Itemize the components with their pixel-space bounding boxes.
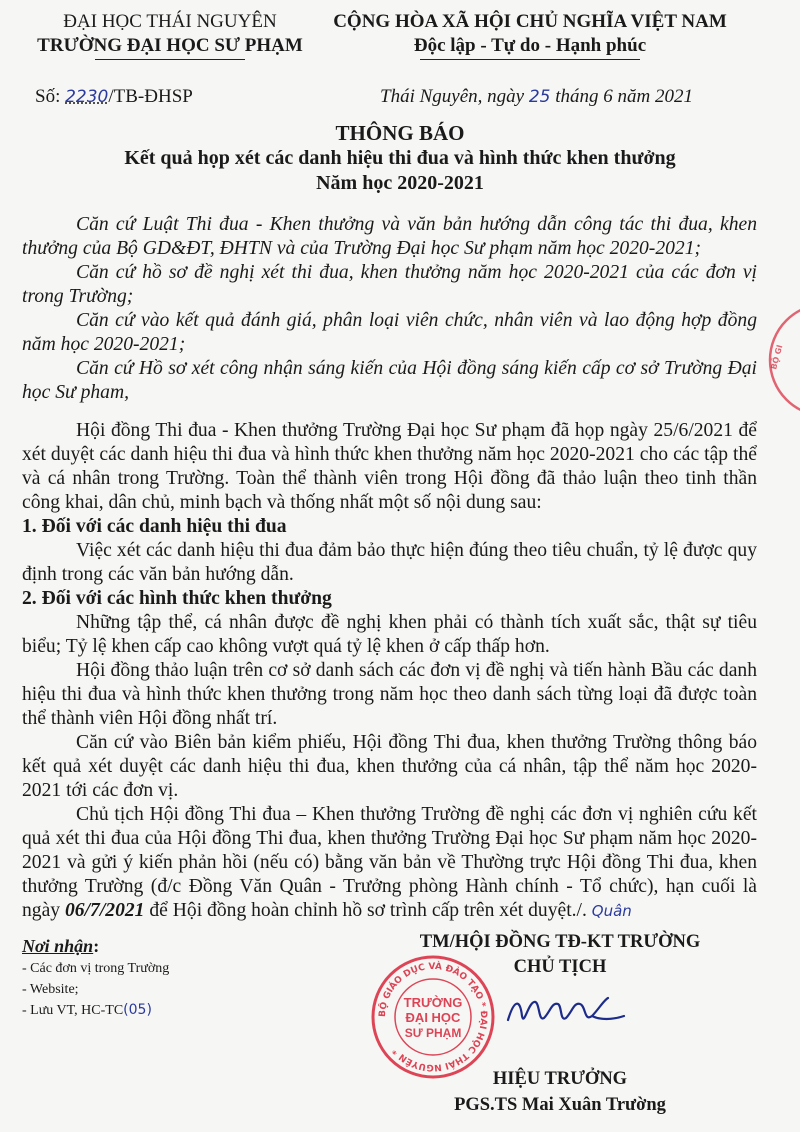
doc-no-handwritten: 2230 — [65, 87, 109, 107]
title-block — [20, 121, 780, 196]
recipients-heading: Nơi nhận — [22, 936, 94, 956]
date-line — [380, 86, 693, 108]
recipients-heading-line — [22, 934, 322, 958]
nation-line-1: CỘNG HÒA XÃ HỘI CHỦ NGHĨA VIỆT NAM — [333, 11, 727, 32]
signatory-name: PGS.TS Mai Xuân Trường — [454, 1095, 666, 1115]
section-2-heading: 2. Đối với các hình thức khen thưởng — [22, 588, 332, 609]
date-prefix: Thái Nguyên, ngày — [380, 86, 529, 107]
recipient-item: - Các đơn vị trong Trường — [22, 961, 170, 976]
org-underline — [95, 59, 245, 60]
document-subtitle: Kết quả họp xét các danh hiệu thi đua và hình thức khen thưởng — [124, 147, 676, 169]
seal-center-line-3: SƯ PHẠM — [404, 1026, 462, 1040]
org-line-1: ĐẠI HỌC THÁI NGUYÊN — [63, 11, 277, 32]
section-2-paragraph-3: Căn cứ vào Biên bản kiểm phiếu, Hội đồng Thi đua, khen thưởng Trường thông báo kết quả xét duyệt các danh hiệu thi đua, khen thưởng của cá nhân, tập thể năm học 2020-2021 tới các đơn vị. — [22, 732, 757, 801]
document-title: THÔNG BÁO — [335, 121, 465, 145]
copies-handwritten: (05) — [123, 1002, 152, 1018]
date-suffix: tháng 6 năm 2021 — [550, 86, 693, 107]
handwritten-signature — [500, 990, 630, 1035]
recipients-list — [22, 958, 322, 1021]
section-1-heading: 1. Đối với các danh hiệu thi đua — [22, 516, 287, 537]
ground-2: Căn cứ hồ sơ đề nghị xét thi đua, khen thưởng năm học 2020-2021 của các đơn vị trong Trường; — [22, 262, 757, 307]
closing-text-after: để Hội đồng hoàn chỉnh hồ sơ trình cấp trên xét duyệt./. — [144, 900, 587, 921]
intro-paragraph: Hội đồng Thi đua - Khen thưởng Trường Đại học Sư phạm đã họp ngày 25/6/2021 để xét duyệt các danh hiệu thi đua và hình thức khen thưởng năm học 2020-2021 cho các tập thể và cá nhân trong Trường. Toàn thể thành viên trong Hội đồng đã thảo luận theo tinh thần công khai, dân chủ, minh bạch và thống nhất một số nội dung sau: — [22, 420, 757, 513]
date-day-handwritten: 25 — [528, 87, 551, 107]
section-2-paragraph-2: Hội đồng thảo luận trên cơ sở danh sách các đơn vị đề nghị và tiến hành Bầu các danh hiệu thi đua và hình thức khen thưởng trong năm học theo danh sách từng loại đã được toàn thể thành viên Hội đồng nhất trí. — [22, 660, 757, 729]
recipient-item: - Website; — [22, 982, 79, 997]
document-year: Năm học 2020-2021 — [316, 172, 484, 194]
section-1-text: Việc xét các danh hiệu thi đua đảm bảo thực hiện đúng theo tiêu chuẩn, tỷ lệ được quy định trong các văn bản hướng dẫn. — [22, 540, 757, 585]
deadline-date: 06/7/2021 — [65, 900, 145, 921]
handwritten-initials: Quân — [591, 902, 632, 920]
section-2-paragraph-1: Những tập thể, cá nhân được đề nghị khen phải có thành tích xuất sắc, thật sự tiêu biểu; Tỷ lệ khen cấp cao không vượt quá tỷ lệ khen ở cấp thấp hơn. — [22, 612, 757, 657]
signatory-capacity: TM/HỘI ĐỒNG TĐ-KT TRƯỜNG — [419, 932, 701, 952]
ground-1: Căn cứ Luật Thi đua - Khen thưởng và văn bản hướng dẫn công tác thi đua, khen thưởng của Bộ GD&ĐT, ĐHTN và của Trường Đại học Sư phạm năm học 2020-2021; — [22, 214, 757, 259]
edge-seal-text: BỘ GI — [769, 343, 785, 371]
org-line-2: TRƯỜNG ĐẠI HỌC SƯ PHẠM — [37, 35, 303, 56]
red-seal-stamp — [368, 952, 498, 1082]
recipient-item — [22, 1000, 322, 1021]
edge-seal-fragment — [766, 300, 800, 420]
closing-text: Chủ tịch Hội đồng Thi đua – Khen thưởng Trường đề nghị các đơn vị nghiên cứu kết quả xét thi đua của Hội đồng Thi đua, khen thưởng Trường Đại học Sư phạm năm học 2020-2021 và gửi ý kiến phản hồi (nếu có) bằng văn bản về Thường trực Hội đồng Thi đua, khen thưởng Trường (đ/c Đồng Văn Quân - Trưởng phòng Hành chính - Tổ chức), hạn cuối là ngày — [22, 804, 757, 921]
closing-paragraph — [22, 803, 757, 923]
document-body — [22, 213, 757, 923]
signatory-title: HIỆU TRƯỞNG — [492, 1069, 628, 1089]
doc-no-suffix: /TB-ĐHSP — [108, 86, 193, 107]
doc-no-prefix: Số: — [35, 86, 66, 107]
seal-ring-text-path: BỘ GIÁO DỤC VÀ ĐÀO TẠO * ĐẠI HỌC THÁI NGUYÊN * — [377, 961, 489, 1073]
national-motto — [310, 10, 750, 60]
motto-underline — [420, 59, 640, 60]
issuing-organization — [20, 10, 320, 60]
nation-line-2: Độc lập - Tự do - Hạnh phúc — [413, 35, 647, 56]
seal-center-line-1: TRƯỜNG — [403, 995, 463, 1010]
ground-4: Căn cứ Hồ sơ xét công nhận sáng kiến của Hội đồng sáng kiến cấp cơ sở Trường Đại học Sư pham, — [22, 358, 757, 403]
document-number — [35, 86, 193, 108]
recipients-block — [22, 934, 322, 1021]
ground-3: Căn cứ vào kết quả đánh giá, phân loại viên chức, nhân viên và lao động hợp đồng năm học 2020-2021; — [22, 310, 757, 355]
signatory-role: CHỦ TỊCH — [513, 957, 607, 977]
recipients-heading-colon: : — [93, 936, 100, 956]
signatory-block — [370, 1066, 750, 1118]
recipient-archive: - Lưu VT, HC-TC — [22, 1003, 124, 1018]
seal-center-line-2: ĐẠI HỌC — [405, 1010, 461, 1025]
